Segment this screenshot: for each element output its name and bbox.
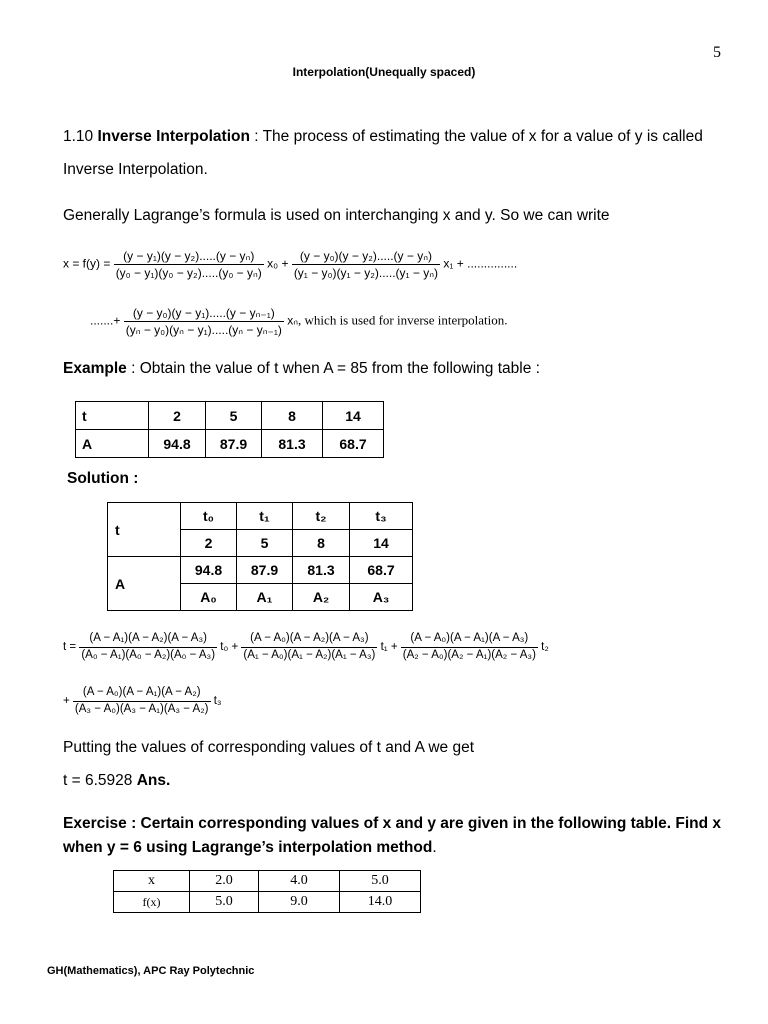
equation-term2-fraction [401, 633, 538, 661]
formula-term1-denominator: (y₁ − y₀)(y₁ − y₂).....(y₁ − yₙ) [293, 266, 439, 280]
exercise-text-line2 [63, 839, 437, 857]
table-cell: 68.7 [323, 430, 384, 458]
table-row [76, 430, 384, 458]
equation-term3-numerator: (A − A₀)(A − A₁)(A − A₂) [82, 686, 201, 698]
table-cell: 87.9 [206, 430, 262, 458]
A-symbol: A₁ [237, 584, 293, 611]
solution-table [107, 502, 413, 611]
formula-lhs: x = f(y) = [63, 256, 111, 271]
table-cell: 14.0 [340, 892, 421, 913]
example-table [75, 401, 384, 458]
t-value: 2 [181, 530, 237, 557]
formula-term1-numerator: (y − y₀)(y − y₂).....(y − yₙ) [299, 249, 432, 263]
equation-term2-numerator: (A − A₀)(A − A₁)(A − A₃) [410, 632, 529, 644]
equation-term1-denominator: (A₁ − A₀)(A₁ − A₂)(A₁ − A₃) [243, 648, 376, 661]
section-number: 1.10 [63, 128, 94, 145]
t-value: 8 [293, 530, 350, 557]
table-cell: t [76, 402, 149, 430]
A-symbol: A₀ [181, 584, 237, 611]
formula-trailing-dots: ............... [467, 256, 518, 271]
equation-term1-coef: t₁ + [380, 641, 398, 654]
equation-term2-denominator: (A₂ − A₀)(A₂ − A₁)(A₂ − A₃) [402, 648, 536, 661]
A-symbol: A₂ [293, 584, 350, 611]
equation-term0-denominator: (A₀ − A₁)(A₀ − A₂)(A₀ − A₃) [81, 648, 216, 661]
section-definition-cont: Inverse Interpolation. [63, 161, 208, 178]
solution-equation-line1 [63, 633, 549, 661]
solution-equation-line2 [63, 687, 222, 715]
result-line [63, 772, 170, 790]
A-value: 87.9 [237, 557, 293, 584]
table-cell: 9.0 [259, 892, 340, 913]
row-header-t: t [108, 503, 181, 557]
equation-term0-coef: t₀ + [220, 641, 239, 654]
formula-term1-coef: x₁ + [443, 256, 464, 271]
table-row [76, 402, 384, 430]
formula-term0-denominator: (y₀ − y₁)(y₀ − y₂).....(y₀ − yₙ) [115, 266, 262, 280]
formula-term0-coef: x₀ + [267, 256, 289, 271]
table-row [108, 557, 413, 584]
table-row [108, 503, 413, 530]
solution-label: Solution : [67, 470, 139, 487]
formula-termn-fraction [124, 307, 284, 336]
table-cell: 8 [262, 402, 323, 430]
t-value: 14 [350, 530, 413, 557]
exercise-text-bold: when y = 6 using Lagrange’s interpolation method [63, 839, 433, 856]
table-cell: 14 [323, 402, 384, 430]
A-value: 81.3 [293, 557, 350, 584]
table-row [114, 892, 421, 913]
inverse-formula-line1 [63, 250, 517, 279]
table-cell: 2 [149, 402, 206, 430]
example-text: : Obtain the value of t when A = 85 from the following table : [131, 360, 540, 377]
formula-termn-numerator: (y − y₀)(y − y₁).....(y − yₙ₋₁) [132, 306, 275, 320]
exercise-period: . [432, 839, 437, 856]
putting-values-text: Putting the values of corresponding values of t and A we get [63, 739, 475, 756]
table-row [114, 871, 421, 892]
page-footer: GH(Mathematics), APC Ray Polytechnic [47, 965, 255, 977]
table-cell: 5.0 [340, 871, 421, 892]
equation-term3-fraction [73, 687, 211, 715]
formula-leading-dots: .......+ [90, 313, 121, 328]
table-cell: 5.0 [190, 892, 259, 913]
example-label: Example [63, 360, 127, 377]
exercise-table [113, 870, 421, 913]
exercise-text-line1: Exercise : Certain corresponding values of x and y are given in the following table. Find x [63, 815, 722, 832]
table-cell: 81.3 [262, 430, 323, 458]
page-number: 5 [713, 44, 721, 61]
example-line [63, 360, 540, 378]
A-value: 68.7 [350, 557, 413, 584]
answer-label: Ans. [136, 772, 171, 789]
formula-termn-coef: xₙ [287, 313, 299, 328]
section-heading-line [63, 128, 703, 146]
t-symbol: t₂ [293, 503, 350, 530]
row-header-A: A [108, 557, 181, 611]
A-value: 94.8 [181, 557, 237, 584]
table-cell: f(x) [114, 892, 190, 913]
equation-term2-coef: t₂ [541, 641, 549, 654]
table-cell: 5 [206, 402, 262, 430]
t-symbol: t₁ [237, 503, 293, 530]
t-value: 5 [237, 530, 293, 557]
table-cell: x [114, 871, 190, 892]
lagrange-intro: Generally Lagrange’s formula is used on interchanging x and y. So we can write [63, 207, 610, 224]
equation-term0-fraction [79, 633, 217, 661]
table-cell: A [76, 430, 149, 458]
page-header: Interpolation(Unequally spaced) [292, 65, 476, 79]
A-symbol: A₃ [350, 584, 413, 611]
equation-lhs: t = [63, 641, 77, 654]
formula-term0-numerator: (y − y₁)(y − y₂).....(y − yₙ) [123, 249, 255, 263]
formula-term0-fraction [114, 250, 264, 279]
formula-termn-denominator: (yₙ − y₀)(yₙ − y₁).....(yₙ − yₙ₋₁) [125, 323, 282, 337]
inverse-formula-line2 [90, 307, 507, 336]
table-cell: 94.8 [149, 430, 206, 458]
formula-suffix: , which is used for inverse interpolation. [298, 312, 508, 328]
table-cell: 2.0 [190, 871, 259, 892]
equation-term3-coef: t₃ [213, 695, 222, 708]
section-definition: : The process of estimating the value of x for a value of y is called [254, 128, 703, 145]
equation-term1-numerator: (A − A₀)(A − A₂)(A − A₃) [250, 632, 369, 644]
t-symbol: t₀ [181, 503, 237, 530]
result-value: t = 6.5928 [63, 772, 133, 789]
equation-term0-numerator: (A − A₁)(A − A₂)(A − A₃) [89, 632, 207, 644]
t-symbol: t₃ [350, 503, 413, 530]
table-cell: 4.0 [259, 871, 340, 892]
equation-plus: + [63, 695, 70, 708]
equation-term3-denominator: (A₃ − A₀)(A₃ − A₁)(A₃ − A₂) [74, 702, 209, 715]
section-title: Inverse Interpolation [97, 128, 250, 145]
formula-term1-fraction [292, 250, 440, 279]
equation-term1-fraction [241, 633, 377, 661]
